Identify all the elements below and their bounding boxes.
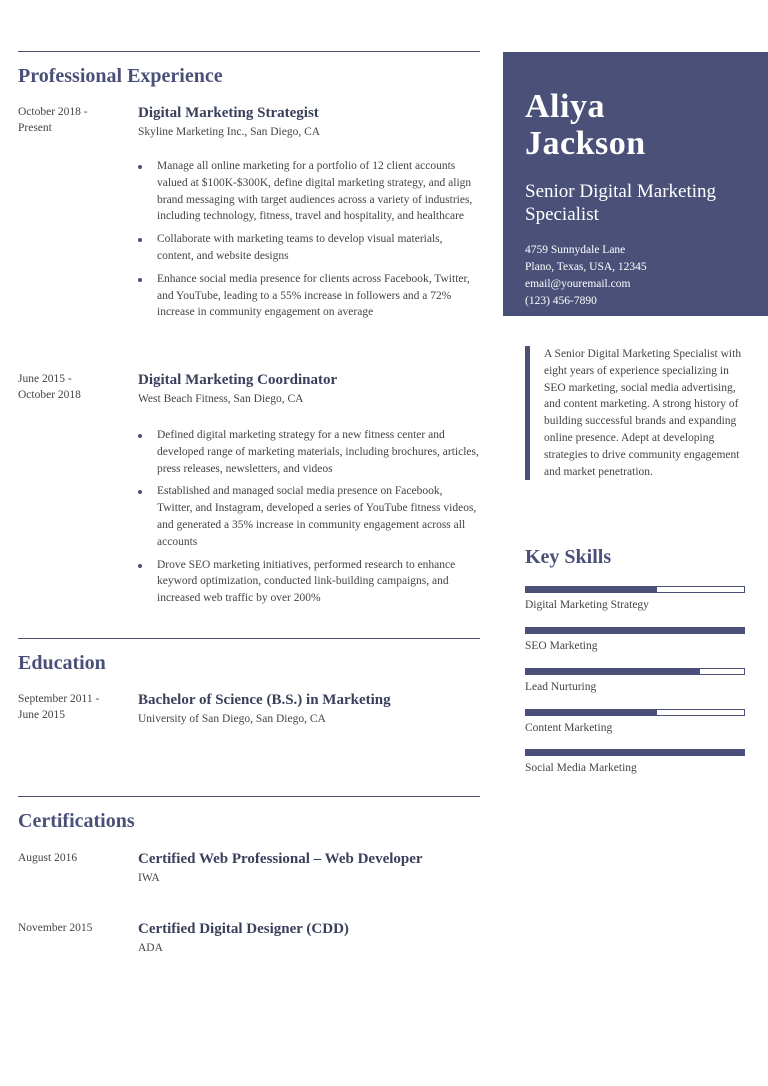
education-date: September 2011 - June 2015 [18,693,100,721]
skill-bar-fill [526,750,744,755]
job-title: Digital Marketing Coordinator [138,372,338,388]
skill-bar-fill [526,587,657,592]
city-line: Plano, Texas, USA, 12345 [525,261,647,273]
address-line: 4759 Sunnydale Lane [525,244,626,256]
job-bullet: Enhance social media presence for clients across Facebook, Twitter, and YouTube, leading to a 55% increase in followers and a 72% increase in community engagement on average [138,271,480,321]
job-role: Senior Digital Marketing Specialist [525,181,717,225]
skill-item [525,709,745,735]
school-name: University of San Diego, San Diego, CA [138,713,326,725]
section-divider [18,796,480,797]
skill-bar [525,709,745,716]
skill-item [525,668,745,694]
skill-bar [525,627,745,634]
education-section [18,638,480,675]
job-date: June 2015 - October 2018 [18,373,81,401]
skill-bar-fill [526,628,744,633]
skill-item [525,586,745,612]
certification-date: August 2016 [18,852,78,864]
section-divider [18,51,480,52]
certification-title: Certified Digital Designer (CDD) [138,921,349,937]
bullet-icon [138,278,142,282]
job-bullet: Collaborate with marketing teams to develop visual materials, content, and website designs [138,231,480,265]
certification-title: Certified Web Professional – Web Developer [138,851,423,867]
bullet-icon [138,434,142,438]
bullet-icon [138,165,142,169]
section-heading: Education [18,652,106,674]
skill-label: SEO Marketing [525,640,598,652]
job-company: Skyline Marketing Inc., San Diego, CA [138,126,321,138]
profile-header [503,52,768,316]
certifications-section [18,796,480,833]
full-name: Aliya Jackson [525,88,646,162]
certification-date: November 2015 [18,922,93,934]
bullet-icon [138,238,142,242]
skill-bar-fill [526,710,657,715]
skill-label: Lead Nurturing [525,681,597,693]
job-bullet: Established and managed social media presence on Facebook, Twitter, and Instagram, developed a series of YouTube fitness videos, and generated a 35% increase in community engagement across all accounts [138,483,480,550]
certification-issuer: ADA [138,942,163,954]
skill-label: Digital Marketing Strategy [525,599,649,611]
section-heading: Professional Experience [18,65,223,87]
contact-info [525,242,746,310]
job-title: Digital Marketing Strategist [138,105,319,121]
job-bullet: Defined digital marketing strategy for a new fitness center and developed range of marketing materials, including brochures, articles, press releases, newsletters, and videos [138,427,480,477]
section-heading: Certifications [18,810,135,832]
job-company: West Beach Fitness, San Diego, CA [138,393,304,405]
phone-number: (123) 456-7890 [525,295,597,307]
email-link[interactable]: email@youremail.com [525,278,631,290]
skill-bar [525,586,745,593]
skill-bar-fill [526,669,700,674]
section-divider [18,638,480,639]
skill-item [525,627,745,653]
profile-summary: A Senior Digital Marketing Specialist with eight years of experience specializing in SEO marketing, social media advertising, and content marketing. A strong history of building successful brands and expanding online presence. Adept at developing strategies to drive community engagement and market penetration. [525,346,750,480]
experience-section [18,51,480,88]
skill-label: Social Media Marketing [525,762,637,774]
certification-issuer: IWA [138,872,160,884]
skill-bar [525,749,745,756]
job-date: October 2018 - Present [18,106,88,134]
job-bullet: Drove SEO marketing initiatives, performed research to enhance keyword optimization, conducted link-building campaigns, and increased web traffic by over 200% [138,557,480,607]
skill-item [525,749,745,775]
skill-label: Content Marketing [525,722,613,734]
job-bullet: Manage all online marketing for a portfolio of 12 client accounts valued at $100K-$300K, define digital marketing strategy, and align brand messaging with target audiences across a variety of industries, including technology, fitness, travel and hospitality, and healthcare [138,158,480,225]
bullet-icon [138,490,142,494]
skill-bar [525,668,745,675]
skills-heading: Key Skills [525,546,612,568]
degree-title: Bachelor of Science (B.S.) in Marketing [138,692,391,708]
bullet-icon [138,564,142,568]
